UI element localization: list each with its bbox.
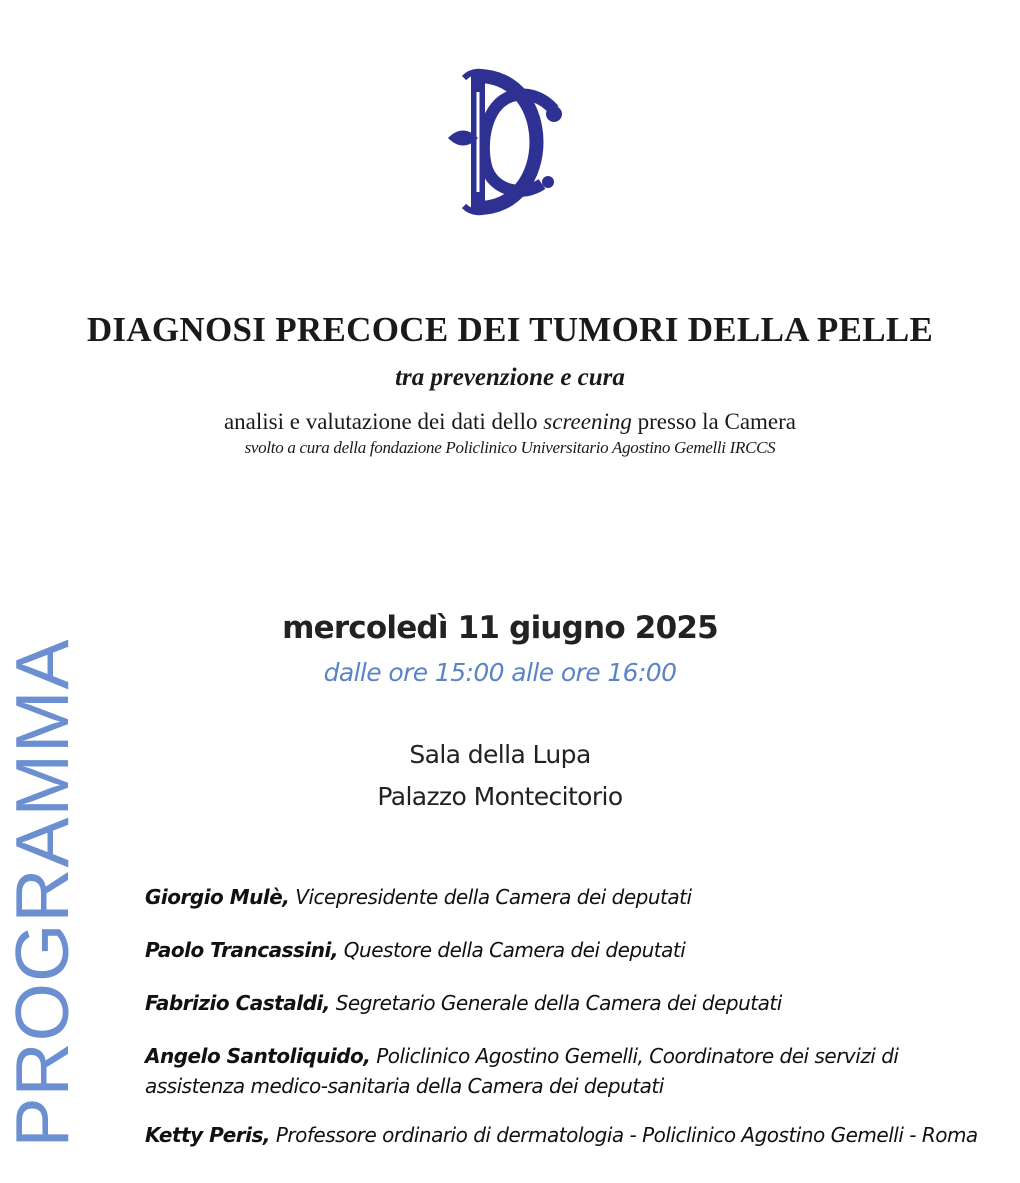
camera-monogram-icon xyxy=(438,66,568,218)
event-building: Palazzo Montecitorio xyxy=(377,782,623,811)
speaker-name: Fabrizio Castaldi, xyxy=(145,991,330,1015)
speaker-name: Paolo Trancassini, xyxy=(145,938,338,962)
event-hours: dalle ore 15:00 alle ore 16:00 xyxy=(323,658,677,687)
programma-side-label: PROGRAMMA xyxy=(0,638,84,1148)
camera-logo xyxy=(438,66,568,218)
speaker-name: Angelo Santoliquido, xyxy=(145,1044,371,1068)
speaker-item xyxy=(145,1120,1020,1150)
speaker-role: Policlinico Agostino Gemelli, Coordinatore dei servizi di xyxy=(376,1044,899,1068)
speaker-name: Ketty Peris, xyxy=(145,1123,270,1147)
speaker-item xyxy=(145,988,1005,1018)
speaker-role: Segretario Generale della Camera dei deputati xyxy=(335,991,782,1015)
event-date: mercoledì 11 giugno 2025 xyxy=(282,610,718,646)
analysis-text-start: analisi e valutazione dei dati dello xyxy=(223,409,544,434)
event-curated-by: svolto a cura della fondazione Policlinico Universitario Agostino Gemelli IRCCS xyxy=(244,438,776,457)
event-subtitle: tra prevenzione e cura xyxy=(395,364,625,391)
event-title: DIAGNOSI PRECOCE DEI TUMORI DELLA PELLE xyxy=(86,310,934,349)
analysis-text-emphasis: screening xyxy=(543,409,632,434)
speaker-role: Professore ordinario di dermatologia - Policlinico Agostino Gemelli - Roma xyxy=(275,1123,978,1147)
event-analysis xyxy=(0,409,1020,435)
speaker-role: Vicepresidente della Camera dei deputati xyxy=(295,885,692,909)
speaker-name: Giorgio Mulè, xyxy=(145,885,290,909)
speaker-item xyxy=(145,882,1005,912)
event-room: Sala della Lupa xyxy=(409,740,591,769)
speaker-role: Questore della Camera dei deputati xyxy=(343,938,686,962)
speaker-item xyxy=(145,935,1005,965)
analysis-text-end: presso la Camera xyxy=(631,409,797,434)
speaker-role-continued: assistenza medico-sanitaria della Camera dei deputati xyxy=(145,1074,664,1098)
speaker-item xyxy=(145,1041,1005,1101)
